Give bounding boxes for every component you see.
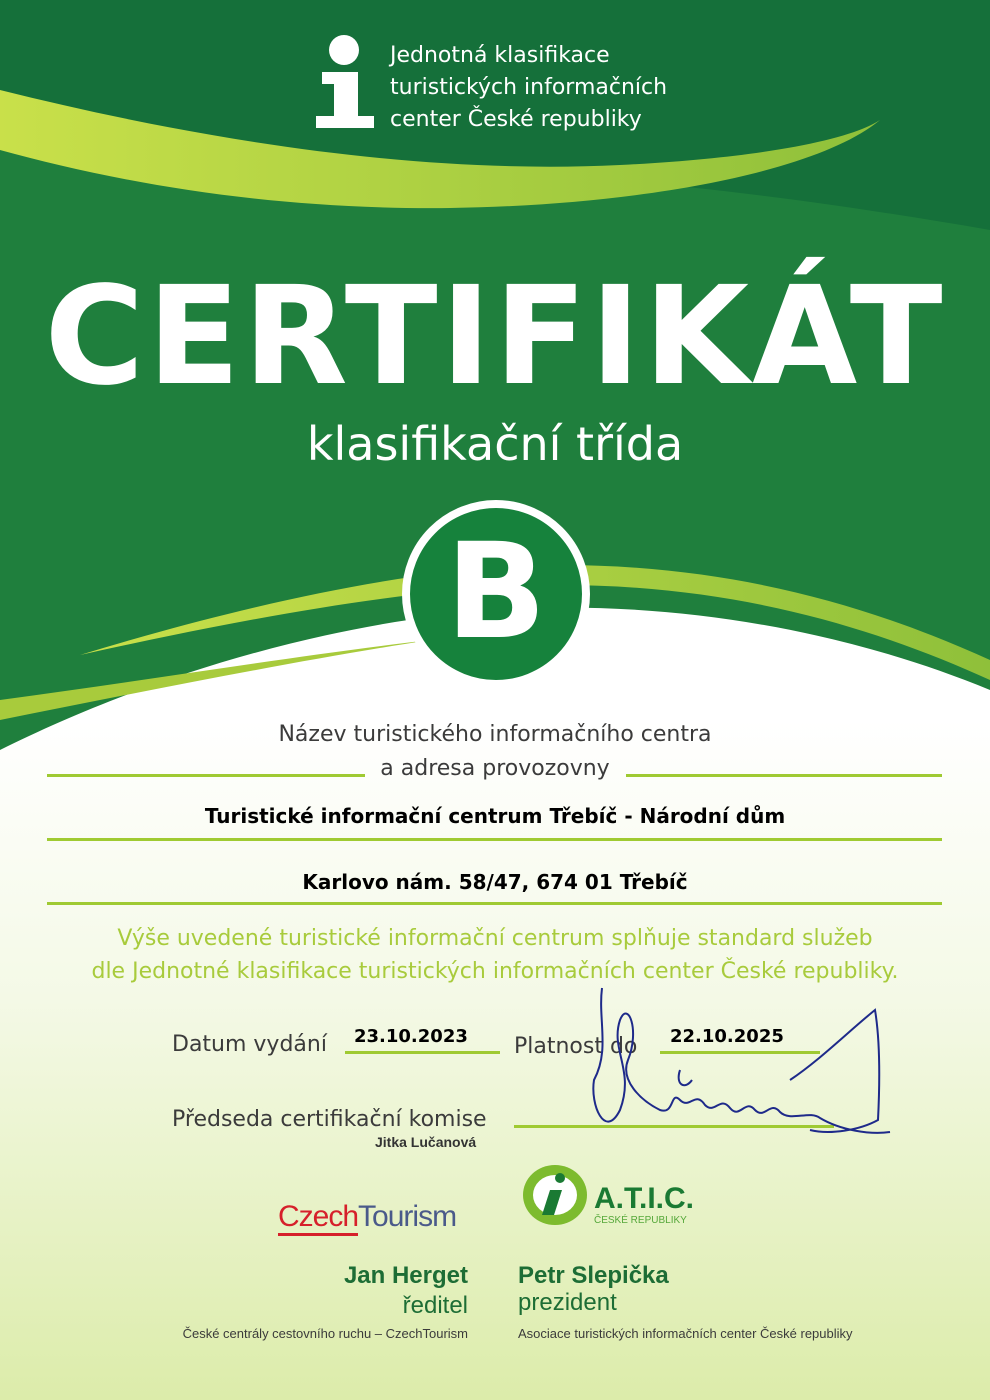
logo-line-3: center České republiky [390,107,642,132]
divider-line [345,1051,500,1054]
atic-title: A.T.I.C. [594,1182,695,1215]
statement-line2: dle Jednotné klasifikace turistických informačních center České republiky. [91,959,899,984]
atic-subtitle: ČESKÉ REPUBLIKY [594,1215,687,1226]
name-label-line1: Název turistického informačního centra [278,722,712,747]
left-signatory-name: Jan Herget [343,1262,468,1289]
statement-line1: Výše uvedené turistické informační centrum splňuje standard služeb [117,926,873,951]
left-signatory-role: ředitel [402,1292,468,1319]
czechtourism-logo-czech: Czech [278,1200,358,1236]
right-signatory-org: Asociace turistických informačních center České republiky [518,1326,853,1341]
logo-line-1: Jednotná klasifikace [390,43,610,68]
name-label-line2: a adresa provozovny [380,756,610,781]
validity-label: Platnost do [514,1034,638,1059]
handwritten-signature [580,980,900,1160]
left-signatory-org: České centrály cestovního ruchu – CzechTourism [182,1326,468,1341]
issue-date-label: Datum vydání [172,1032,327,1057]
logo-line-2: turistických informačních [390,75,668,100]
info-i-logo-icon [314,34,376,130]
certificate-title: CERTIFIKÁT [44,258,946,416]
czechtourism-logo-tourism: Tourism [358,1200,457,1233]
chair-label: Předseda certifikační komise [172,1107,487,1132]
divider-line [47,902,942,905]
grade-badge [402,500,590,688]
certificate-subtitle: klasifikační třída [306,417,684,471]
chair-name: Jitka Lučanová [375,1134,477,1150]
issue-date-value: 23.10.2023 [354,1026,468,1047]
center-name: Turistické informační centrum Třebíč - Národní dům [204,804,786,828]
divider-line [47,838,942,841]
validity-date-value: 22.10.2025 [670,1026,784,1047]
atic-logo-icon [520,1160,590,1230]
czechtourism-logo [278,1200,456,1234]
center-address: Karlovo nám. 58/47, 674 01 Třebíč [302,870,688,894]
logo-text [390,40,667,136]
right-signatory-role: prezident [518,1289,617,1316]
divider-line [626,774,942,777]
grade-letter: B [445,515,547,669]
right-signatory-name: Petr Slepička [518,1262,669,1289]
